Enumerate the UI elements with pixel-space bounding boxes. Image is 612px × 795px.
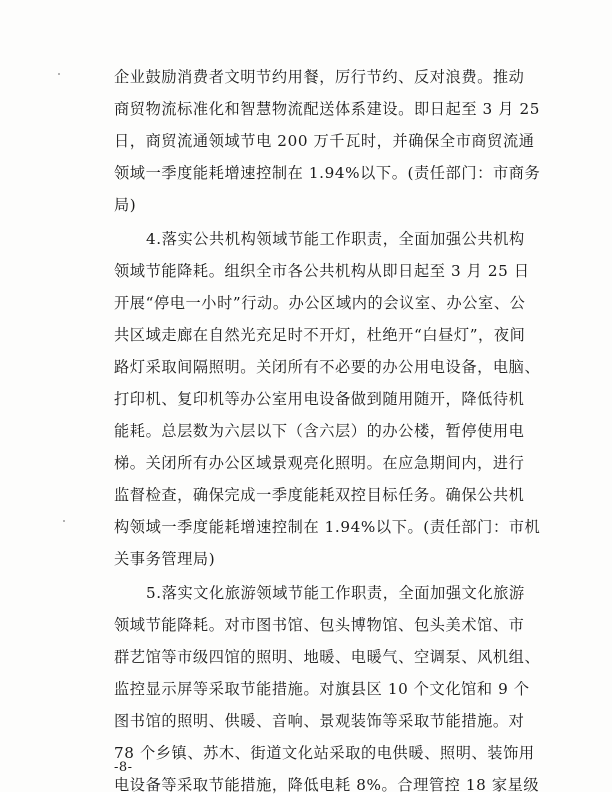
- paragraph-1-line-4: 领域一季度能耗增速控制在 1.94%以下。(责任部门：市商务: [114, 164, 541, 182]
- paragraph-3-line-6: 78 个乡镇、苏木、街道文化站采取的电供暖、照明、装饰用: [114, 744, 535, 762]
- paragraph-1-line-5: 局): [114, 196, 137, 214]
- paragraph-2-line-11: 关事务管理局): [114, 550, 216, 568]
- paragraph-2-line-2: 领域节能降耗。组织全市各公共机构从即日起至 3 月 25 日: [114, 262, 530, 280]
- paragraph-3-line-4: 监控显示屏等采取节能措施。对旗县区 10 个文化馆和 9 个: [114, 680, 530, 698]
- paragraph-2-line-7: 能耗。总层数为六层以下（含六层）的办公楼，暂停使用电: [114, 422, 525, 440]
- paragraph-3-line-1: 5.落实文化旅游领域节能工作职责，全面加强文化旅游: [146, 584, 525, 602]
- page-number: -8-: [114, 760, 133, 775]
- paragraph-2-line-10: 构领域一季度能耗增速控制在 1.94%以下。(责任部门：市机: [114, 518, 541, 536]
- paragraph-2-line-9: 监督检查，确保完成一季度能耗双控目标任务。确保公共机: [114, 486, 525, 504]
- paragraph-1-line-2: 商贸物流标准化和智慧物流配送体系建设。即日起至 3 月 25: [114, 100, 540, 118]
- paragraph-2-line-4: 共区域走廊在自然光充足时不开灯，杜绝开“白昼灯”，夜间: [114, 326, 526, 344]
- paragraph-3-line-3: 群艺馆等市级四馆的照明、地暖、电暖气、空调泵、风机组、: [114, 648, 541, 666]
- paragraph-3-line-2: 领域节能降耗。对市图书馆、包头博物馆、包头美术馆、市: [114, 616, 525, 634]
- paragraph-1-line-1: 企业鼓励消费者文明节约用餐，厉行节约、反对浪费。推动: [114, 68, 525, 86]
- scan-speck: [58, 73, 60, 75]
- paragraph-2-line-1: 4.落实公共机构领域节能工作职责，全面加强公共机构: [146, 230, 525, 248]
- paragraph-2-line-3: 开展“停电一小时”行动。办公区域内的会议室、办公室、公: [114, 294, 526, 312]
- paragraph-2-line-8: 梯。关闭所有办公区域景观亮化照明。在应急期间内，进行: [114, 454, 525, 472]
- paragraph-3-line-5: 图书馆的照明、供暖、音响、景观装饰等采取节能措施。对: [114, 712, 525, 730]
- paragraph-2-line-5: 路灯采取间隔照明。关闭所有不必要的办公用电设备，电脑、: [114, 358, 541, 376]
- paragraph-2-line-6: 打印机、复印机等办公室用电设备做到随用随开，降低待机: [114, 390, 525, 408]
- paragraph-3-line-7: 电设备等采取节能措施，降低电耗 8%。合理管控 18 家星级: [114, 776, 540, 794]
- paragraph-1-line-3: 日，商贸流通领域节电 200 万千瓦时，并确保全市商贸流通: [114, 132, 535, 150]
- scan-speck: [63, 520, 65, 522]
